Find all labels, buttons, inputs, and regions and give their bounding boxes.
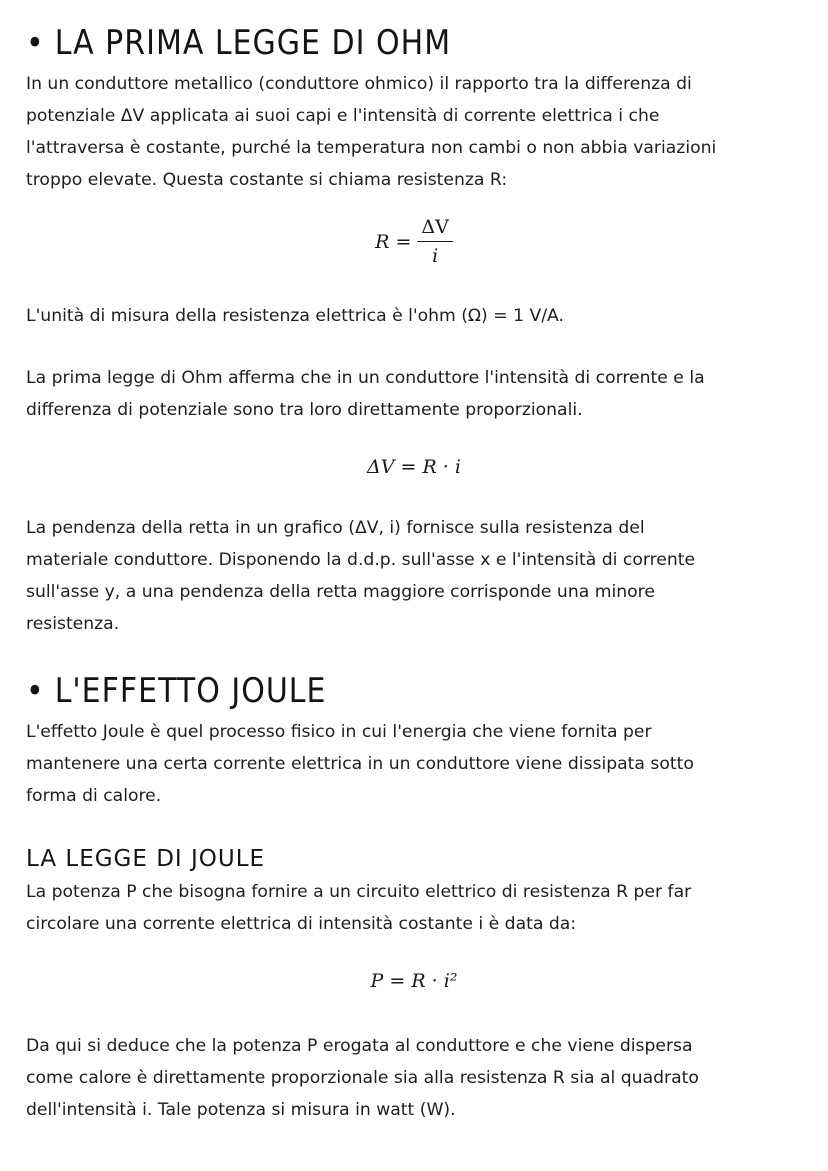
paragraph-line: circolare una corrente elettrica di intensità costante i è data da:	[26, 914, 577, 934]
voltage-formula: ΔV = R · i	[367, 456, 461, 478]
paragraph-line: forma di calore.	[26, 786, 162, 806]
ohm-title: LA PRIMA LEGGE DI OHM	[54, 24, 452, 64]
paragraph-line: sull'asse y, a una pendenza della retta maggiore corrisponde una minore	[26, 582, 655, 602]
paragraph-line: resistenza.	[26, 614, 120, 634]
paragraph-line: La prima legge di Ohm afferma che in un conduttore l'intensità di corrente e la	[26, 368, 705, 388]
fraction-denominator: i	[432, 245, 439, 267]
paragraph-line: troppo elevate. Questa costante si chiama resistenza R:	[26, 170, 508, 190]
formula-equals: =	[395, 230, 412, 253]
paragraph-line: differenza di potenziale sono tra loro direttamente proporzionali.	[26, 400, 583, 420]
paragraph-line: L'unità di misura della resistenza elettrica è l'ohm (Ω) = 1 V/A.	[26, 306, 564, 326]
ohm-section-heading	[26, 24, 451, 63]
paragraph-line: L'effetto Joule è quel processo fisico in cui l'energia che viene fornita per	[26, 722, 652, 742]
power-formula: P = R · i²	[370, 970, 458, 992]
joule-law-paragraph	[26, 876, 806, 940]
paragraph-line: La potenza P che bisogna fornire a un circuito elettrico di resistenza R per far	[26, 882, 692, 902]
heading-bullet: •	[26, 24, 45, 64]
paragraph-line: mantenere una certa corrente elettrica in un conduttore viene dissipata sotto	[26, 754, 694, 774]
joule-conclusion-paragraph	[26, 1030, 806, 1126]
paragraph-line: l'attraversa è costante, purché la temperatura non cambi o non abbia variazioni	[26, 138, 717, 158]
paragraph-line: La pendenza della retta in un grafico (ΔV, i) fornisce sulla resistenza del	[26, 518, 645, 538]
resistance-formula	[0, 216, 828, 267]
joule-section-heading	[26, 672, 326, 711]
paragraph-line: come calore è direttamente proporzionale sia alla resistenza R sia al quadrato	[26, 1068, 699, 1088]
ohm-intro-paragraph	[26, 68, 806, 196]
heading-bullet: •	[26, 672, 45, 712]
paragraph-line: Da qui si deduce che la potenza P erogata al conduttore e che viene dispersa	[26, 1036, 693, 1056]
joule-intro-paragraph	[26, 716, 806, 812]
joule-title: L'EFFETTO JOULE	[54, 672, 327, 712]
paragraph-line: dell'intensità i. Tale potenza si misura in watt (W).	[26, 1100, 456, 1120]
fraction-numerator: ΔV	[417, 216, 452, 242]
ohm-unit-paragraph	[26, 300, 806, 332]
paragraph-line: materiale conduttore. Disponendo la d.d.p. sull'asse x e l'intensità di corrente	[26, 550, 696, 570]
paragraph-line: potenziale ΔV applicata ai suoi capi e l'intensità di corrente elettrica i che	[26, 106, 660, 126]
joule-law-subheading: LA LEGGE DI JOULE	[26, 846, 266, 872]
ohm-slope-paragraph	[26, 512, 806, 640]
formula-lhs: R	[375, 230, 390, 253]
ohm-law-paragraph	[26, 362, 806, 426]
paragraph-line: In un conduttore metallico (conduttore ohmico) il rapporto tra la differenza di	[26, 74, 692, 94]
